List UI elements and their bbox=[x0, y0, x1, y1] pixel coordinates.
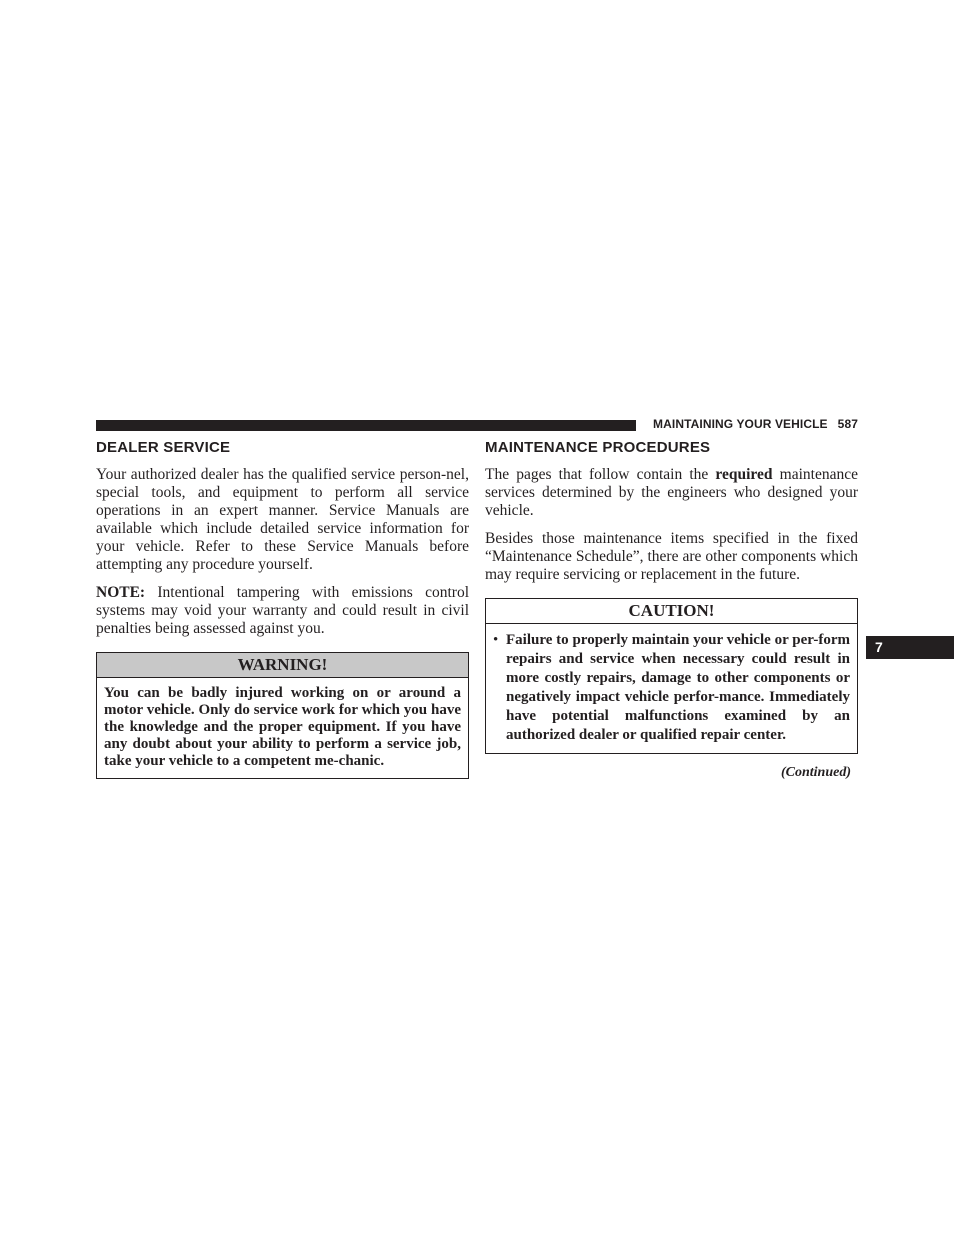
dealer-service-heading: DEALER SERVICE bbox=[96, 439, 231, 456]
warning-box bbox=[96, 652, 469, 779]
header-rule bbox=[96, 420, 636, 431]
chapter-tab: 7 bbox=[866, 636, 954, 659]
para1-bold-required: required bbox=[715, 466, 773, 483]
running-header bbox=[653, 417, 858, 431]
dealer-service-paragraph: Your authorized dealer has the qualified service person-nel, special tools, and equipment to perform all service operations in an expert manner. Service Manuals are available which include detailed service information for your vehicle. Refer to these Service Manuals before attempting any procedure yourself. bbox=[96, 466, 469, 573]
section-title: MAINTAINING YOUR VEHICLE bbox=[653, 417, 828, 431]
caution-item-text: Failure to properly maintain your vehicle or per-form repairs and service when necessary could result in more costly repairs, damage to other components or negatively impact vehicle perfor-mance. Immediately have potential malfunctions examined by an authorized dealer or qualified repair center. bbox=[506, 632, 850, 743]
para1-text-before: The pages that follow contain the bbox=[485, 466, 716, 483]
caution-title: CAUTION! bbox=[486, 599, 857, 624]
warning-title: WARNING! bbox=[97, 653, 468, 678]
caution-box bbox=[485, 598, 858, 754]
continued-label: (Continued) bbox=[780, 765, 851, 780]
note-text: Intentional tampering with emissions control systems may void your warranty and could result in civil penalties being assessed against you. bbox=[96, 584, 469, 637]
right-column bbox=[485, 439, 858, 781]
left-column bbox=[96, 439, 469, 779]
caution-body bbox=[486, 624, 857, 753]
para1-text-after: maintenance services determined by the engineers who designed your vehicle. bbox=[485, 466, 858, 519]
page-number: 587 bbox=[837, 417, 858, 431]
warning-body: You can be badly injured working on or around a motor vehicle. Only do service work for which you have the knowledge and the proper equipment. If you have any doubt about your ability to perform a service job, take your vehicle to a competent me-chanic. bbox=[104, 685, 461, 769]
maintenance-procedures-heading: MAINTENANCE PROCEDURES bbox=[485, 439, 711, 456]
bullet-icon: • bbox=[493, 632, 499, 648]
note-paragraph bbox=[96, 584, 469, 638]
maintenance-paragraph-2: Besides those maintenance items specified in the fixed “Maintenance Schedule”, there are other components which may require servicing or replacement in the future. bbox=[485, 530, 858, 583]
maintenance-paragraph-1 bbox=[485, 466, 858, 520]
caution-item bbox=[493, 631, 850, 745]
note-label: NOTE: bbox=[96, 584, 146, 601]
